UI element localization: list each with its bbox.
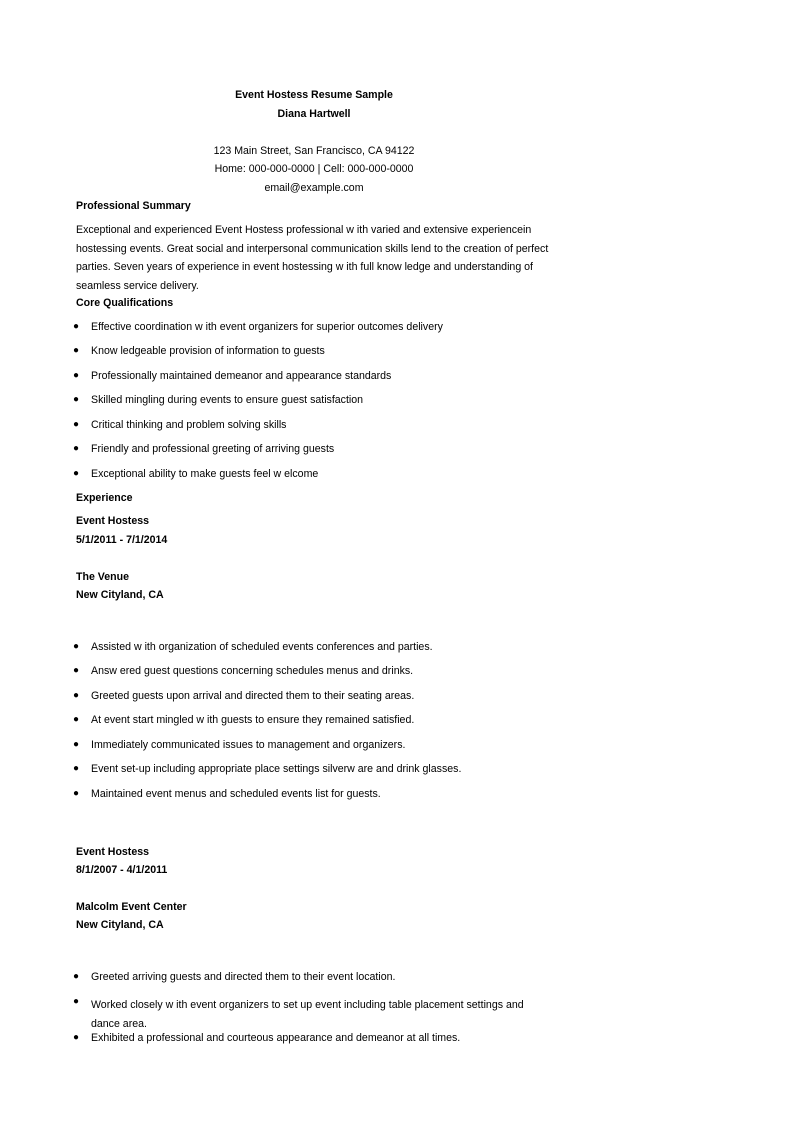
bullet-icon: ● <box>73 788 80 799</box>
bullet-icon: ● <box>73 321 80 332</box>
bullet-icon: ● <box>73 443 80 454</box>
summary-line: hostessing events. Great social and interpersonal communication skills lend to the creation of perfect <box>76 242 549 255</box>
bullet-icon: ● <box>73 345 80 356</box>
bullet-icon: ● <box>73 394 80 405</box>
summary-line: seamless service delivery. <box>76 279 199 292</box>
email: email@example.com <box>264 182 364 194</box>
bullet-icon: ● <box>73 971 80 982</box>
job-dates: 5/1/2011 - 7/1/2014 <box>76 534 168 546</box>
job-title: Event Hostess <box>76 846 150 858</box>
job-location: New Cityland, CA <box>76 919 164 931</box>
bullet-icon: ● <box>73 370 80 381</box>
job-company: The Venue <box>76 571 129 583</box>
bullet-icon: ● <box>73 1032 80 1043</box>
bullet-icon: ● <box>73 468 80 479</box>
summary-line: Exceptional and experienced Event Hostess professional w ith varied and extensive experiencein <box>76 224 532 236</box>
bullet-icon: ● <box>73 690 80 701</box>
document-title: Event Hostess Resume Sample <box>235 89 393 101</box>
address: 123 Main Street, San Francisco, CA 94122 <box>213 145 415 157</box>
bullet-icon: ● <box>73 714 80 725</box>
bullet-icon: ● <box>73 665 80 676</box>
phone-numbers: Home: 000-000-0000 | Cell: 000-000-0000 <box>214 163 414 175</box>
job-title: Event Hostess <box>76 515 150 527</box>
summary-heading: Professional Summary <box>76 200 191 212</box>
job-company: Malcolm Event Center <box>76 901 187 913</box>
job-dates: 8/1/2007 - 4/1/2011 <box>76 864 168 876</box>
bullet-icon: ● <box>73 739 80 750</box>
bullet-icon: ● <box>73 419 80 430</box>
bullet-icon: ● <box>73 763 80 774</box>
experience-heading: Experience <box>76 492 133 504</box>
qualifications-heading: Core Qualifications <box>76 297 174 309</box>
summary-paragraph <box>76 221 566 295</box>
job-location: New Cityland, CA <box>76 589 164 601</box>
bullet-icon: ● <box>73 641 80 652</box>
bullet-icon: ● <box>73 996 80 1007</box>
candidate-name: Diana Hartwell <box>277 108 351 120</box>
summary-line: parties. Seven years of experience in event hostessing w ith full know ledge and understanding of <box>76 261 533 273</box>
